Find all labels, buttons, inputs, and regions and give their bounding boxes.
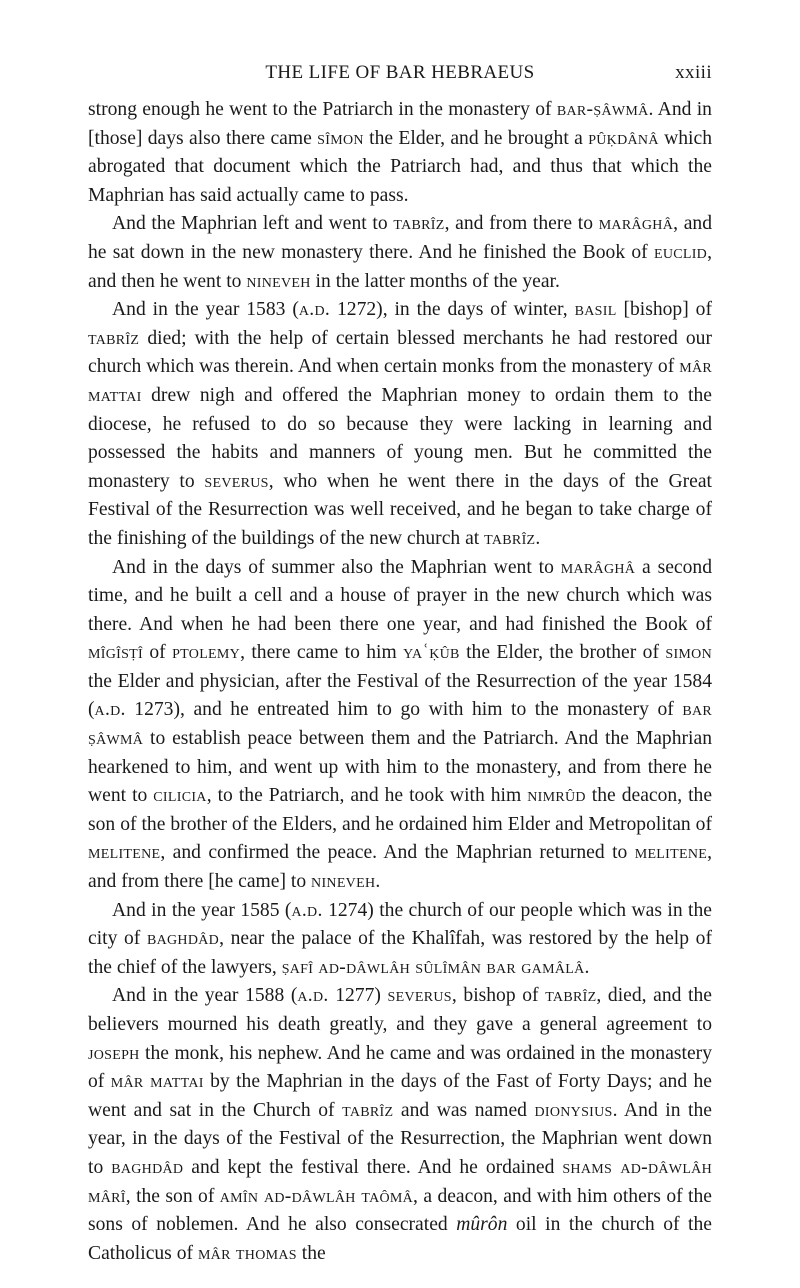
text-run: the bbox=[296, 1242, 326, 1264]
text-run: 1277) bbox=[328, 985, 388, 1007]
text-run: 1274) the church of our people which was in the city of bbox=[88, 899, 712, 950]
proper-name: mâr mattai bbox=[88, 356, 712, 406]
proper-name: tabrîz bbox=[393, 213, 445, 235]
text-run: , to the Patriarch, and he took with him bbox=[206, 785, 528, 807]
proper-name: marâghâ bbox=[560, 556, 636, 578]
proper-name: joseph bbox=[88, 1042, 140, 1064]
text-run: . bbox=[375, 871, 381, 893]
proper-name: baghdâd bbox=[111, 1156, 184, 1178]
running-title: THE LIFE OF BAR HEBRAEUS bbox=[265, 62, 535, 83]
proper-name: tabrîz bbox=[88, 327, 140, 349]
proper-name: a.d. bbox=[94, 699, 126, 721]
text-run: . And in [those] days also there came bbox=[88, 99, 712, 149]
proper-name: ṣafî ad-dâwlâh sûlîmân bar gamâlâ bbox=[281, 956, 585, 978]
text-run: , bishop of bbox=[451, 985, 546, 1007]
text-run: . And in the year, in the days of the Festival of the Resurrection, the Maphrian went down to bbox=[88, 1099, 712, 1178]
text-run: , and confirmed the peace. And the Maphrian returned to bbox=[160, 842, 635, 864]
proper-name: pûḳdânâ bbox=[588, 127, 659, 149]
text-run: , near the palace of the Khalîfah, was restored by the help of the chief of the lawyers, bbox=[88, 928, 712, 978]
proper-name: a.d. bbox=[298, 299, 331, 321]
proper-name: severus bbox=[387, 985, 452, 1007]
text-run: by the Maphrian in the days of the Fast of Forty Days; and he went and sat in the Church of bbox=[88, 1071, 712, 1121]
text-run: and was named bbox=[393, 1099, 535, 1121]
proper-name: severus bbox=[204, 470, 269, 492]
text-run: to establish peace between them and the Patriarch. And the Maphrian hearkened to him, and went up with him to the monastery, and from there he went to bbox=[88, 728, 712, 807]
proper-name: simon bbox=[665, 642, 712, 664]
text-run: , and from there [he came] to bbox=[88, 842, 712, 893]
text-run: And in the year 1585 ( bbox=[112, 899, 292, 921]
text-run: , a deacon, and with him others of the sons of noblemen. And he also consecrated bbox=[88, 1185, 712, 1236]
text-run: strong enough he went to the Patriarch in the monastery of bbox=[88, 99, 557, 120]
text-run: 1272), in the days of winter, bbox=[330, 299, 575, 321]
proper-name: melitene bbox=[88, 842, 161, 864]
paragraph bbox=[88, 982, 712, 1268]
proper-name: amîn ad-dâwlâh taômâ bbox=[219, 1185, 414, 1207]
paragraph bbox=[88, 210, 712, 296]
italic-term: mûrôn bbox=[456, 1214, 508, 1236]
proper-name: marâghâ bbox=[598, 213, 674, 235]
text-run: . bbox=[535, 527, 541, 549]
proper-name: nineveh bbox=[246, 270, 311, 292]
proper-name: a.d. bbox=[291, 899, 323, 921]
proper-name: melitene bbox=[634, 842, 708, 864]
proper-name: bar ṣâwmâ bbox=[88, 699, 712, 750]
text-run: and kept the festival there. And he ordained bbox=[183, 1156, 563, 1178]
proper-name: a.d. bbox=[297, 985, 329, 1007]
text-run: which abrogated that document which the Patriarch had, and thus that which the Maphrian has said actually came to pass. bbox=[88, 127, 712, 206]
paragraph bbox=[88, 96, 712, 210]
text-run: , the son of bbox=[125, 1185, 220, 1207]
text-run: , there came to him bbox=[240, 642, 404, 664]
proper-name: shams ad-dâwlâh mârî bbox=[88, 1156, 712, 1207]
proper-name: cilicia bbox=[153, 785, 207, 807]
page-number: xxiii bbox=[675, 62, 712, 83]
text-run: the Elder, and he brought a bbox=[363, 127, 589, 149]
text-run: And in the days of summer also the Maphrian went to bbox=[112, 556, 561, 578]
text-run: , who when he went there in the days of the Great Festival of the Resurrection was well received, and he began to take charge of the finishing of the buildings of the new church at bbox=[88, 470, 712, 549]
text-run: a second time, and he built a cell and a house of prayer in the new church which was there. And when he had been there one year, and had finished the Book of bbox=[88, 556, 713, 635]
text-run: of bbox=[142, 642, 173, 664]
text-run: [bishop] of bbox=[616, 299, 712, 321]
text-run: . bbox=[584, 956, 590, 978]
proper-name: tabrîz bbox=[342, 1099, 394, 1121]
text-run: And in the year 1583 ( bbox=[112, 299, 299, 321]
body-text bbox=[88, 96, 712, 1268]
proper-name: nimrûd bbox=[527, 785, 586, 807]
text-run: And the Maphrian left and went to bbox=[112, 213, 394, 235]
proper-name: yaʿḳûb bbox=[403, 642, 460, 664]
proper-name: mâr thomas bbox=[197, 1242, 297, 1264]
text-run: in the latter months of the year. bbox=[310, 270, 560, 292]
text-run: And in the year 1588 ( bbox=[112, 985, 298, 1007]
proper-name: ptolemy bbox=[172, 642, 241, 664]
proper-name: tabrîz bbox=[545, 985, 597, 1007]
text-run: died; with the help of certain blessed merchants he had restored our church which was therein. And when certain monks from the monastery of bbox=[88, 327, 712, 378]
running-head bbox=[88, 62, 712, 88]
text-run: oil in the church of the Catholicus of bbox=[88, 1214, 712, 1264]
paragraph bbox=[88, 554, 712, 897]
text-run: the Elder, the brother of bbox=[459, 642, 666, 664]
text-run: , and from there to bbox=[444, 213, 599, 235]
proper-name: euclid bbox=[653, 241, 708, 263]
proper-name: tabrîz bbox=[484, 527, 536, 549]
proper-name: sîmon bbox=[317, 127, 364, 149]
text-run: , died, and the believers mourned his death greatly, and they gave a general agreement to bbox=[88, 985, 712, 1035]
text-run: , and he sat down in the new monastery there. And he finished the Book of bbox=[88, 213, 713, 263]
book-page bbox=[88, 62, 712, 1268]
proper-name: mîgîsṭî bbox=[88, 642, 143, 664]
paragraph bbox=[88, 296, 712, 553]
text-run: the monk, his nephew. And he came and was ordained in the monastery of bbox=[88, 1042, 712, 1093]
proper-name: basil bbox=[574, 299, 617, 321]
text-run: 1273), and he entreated him to go with him to the monastery of bbox=[125, 699, 683, 721]
text-run: drew nigh and offered the Maphrian money to ordain them to the diocese, he refused to do so because they were lacking in learning and possessed the habits and manners of young men. But he committed the monastery to bbox=[88, 384, 712, 492]
proper-name: baghdâd bbox=[146, 928, 220, 950]
paragraph bbox=[88, 897, 712, 983]
proper-name: mâr mattai bbox=[110, 1071, 204, 1093]
text-run: the deacon, the son of the brother of the Elders, and he ordained him Elder and Metropolitan of bbox=[88, 785, 713, 835]
proper-name: nineveh bbox=[311, 871, 376, 893]
text-run: the Elder and physician, after the Festival of the Resurrection of the year 1584 ( bbox=[88, 670, 712, 721]
proper-name: dionysius bbox=[534, 1099, 613, 1121]
text-run: , and then he went to bbox=[88, 241, 712, 292]
proper-name: bar-ṣâwmâ bbox=[556, 99, 649, 120]
